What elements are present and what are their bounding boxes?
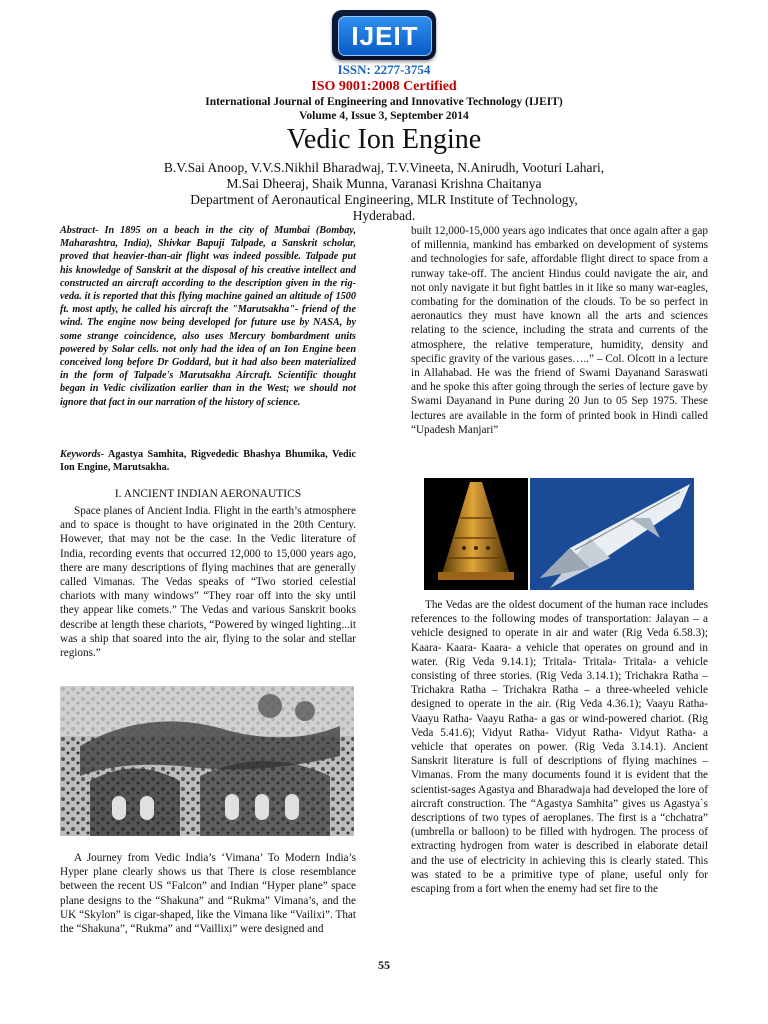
journal-name: International Journal of Engineering and Innovative Technology (IJEIT)	[205, 96, 563, 108]
ijeit-logo	[332, 10, 436, 60]
volume-issue: Volume 4, Issue 3, September 2014	[299, 110, 469, 122]
right-column-paragraph-1: built 12,000-15,000 years ago indicates that once again after a gap of millennia, mankind has embarked on development of systems and technologies for safe, affordable flight direct to space from a runway take-off. The ancient Hindus could navigate the air, and not only navigate it but fight battles in it like so many war-eagles, combating for the domination of the clouds. To be so perfect in aeronautics they must have known all the arts and sciences relating to the science, including the strata and currents of the atmosphere, the relative temperature, humidity, density and specific gravity of the various gases…..” – Col. Olcott in a lecture in Allahabad. He was the friend of Swami Dayanand Saraswati and he spoke this after going through the series of lecture gave by Swami Dayanand in Pune during 20 Jun to 05 Sep 1975. These lectures are available in the form of printed book in Hindi called “Upadesh Manjari”	[411, 225, 708, 436]
iso-certification: ISO 9001:2008 Certified	[311, 79, 457, 94]
space-plane-image	[530, 478, 694, 590]
keywords-text: Agastya Samhita, Rigvededic Bhashya Bhumika, Vedic Ion Engine, Marutsakha.	[60, 449, 356, 474]
authors-line-2: M.Sai Dheeraj, Shaik Munna, Varanasi Krishna Chaitanya	[226, 176, 542, 191]
affiliation-line-2: Hyderabad.	[352, 208, 416, 223]
keywords	[60, 448, 356, 474]
vimana-stone-carving-image	[60, 686, 354, 836]
bell-shaped-vimana-image	[424, 478, 528, 590]
authors-line-1: B.V.Sai Anoop, V.V.S.Nikhil Bharadwaj, T.V.Vineeta, N.Anirudh, Vooturi Lahari,	[163, 160, 605, 175]
abstract	[60, 224, 356, 409]
abstract-text: In 1895 on a beach in the city of Mumbai (Bombay, Maharashtra, India), Shivkar Bapuji Talpade, a Sanskrit scholar, proved that heavier-than-air flight was indeed possible. Talpade put his knowledge of Sanskrit at the disposal of his creative intellect and constructed an aircraft according to the description given in the rig-veda. it is reported that this flying machine gained an altitude of 1500 ft. most aptly, he called his aircraft the "Marutsakha"- friend of the wind. The engine now being developed for future use by NASA, by some strange coincidence, also uses Mercury bombardment units powered by Solar cells. not only had the idea of an Ion Engine been conceived long before Dr Goddard, but it had also been materialized in the form of Talpade's Marutsakha Aircraft. Scientific thought began in Vedic civilization earlier than in the West; we should not ignore that fact in our narration of the history of science.	[60, 225, 356, 408]
issn: ISSN: 2277-3754	[337, 62, 431, 77]
logo-text: IJEIT	[338, 16, 432, 56]
abstract-label: Abstract-	[60, 225, 99, 236]
section1-paragraph-2: A Journey from Vedic India’s ‘Vimana’ To Modern India’s Hyper plane clearly shows us that There is close resemblance between the recent US “Falcon” and Indian “Hyper plane” space plane designs to the “Shakuna” and “Rukma” Vimana’s, and the UK “Skylon” is cigar-shaped, like the Vimana like “Vailixi”. That the “Shakuna”, “Rukma” and “Vaillixi” were designed and	[60, 852, 356, 936]
page-number: 55	[378, 958, 390, 972]
keywords-label: Keywords-	[60, 449, 105, 460]
paper-title: Vedic Ion Engine	[286, 124, 482, 155]
author-block	[130, 160, 638, 224]
section1-paragraph-1: Space planes of Ancient India. Flight in the earth’s atmosphere and to space is thought to have originated in the 20th Century. However, that may not be the case. In the Vedic literature of India, recording events that occurred 12,000 to 15,000 years ago, there are many descriptions of flying machines that are generally called Vimanas. The Vedas speaks of “Two storied celestial chariots with many windows” “They roar off into the sky until they appear like comets.” The Vedas and various Sanskrit books describe at length these chariots, “Powered by winged lighting...it was a ship that soared into the air, flying to the solar and stellar regions.”	[60, 505, 356, 660]
section-heading: I. ANCIENT INDIAN AERONAUTICS	[114, 488, 302, 500]
affiliation-line-1: Department of Aeronautical Engineering, MLR Institute of Technology,	[190, 192, 578, 207]
right-column-paragraph-2: The Vedas are the oldest document of the human race includes references to the following modes of transportation: Jalayan – a vehicle designed to operate in air and water (Rig Veda 6.58.3); Kaara- Kaara- Kaara- a vehicle that operates on ground and in water. (Rig Veda 9.14.1); Tritala- Tritala- Tritala- a vehicle consisting of three stories. (Rig Veda 3.14.1); Trichakra Ratha – Trichakra Ratha – Trichakra Ratha – a three-wheeled vehicle designed to operate in the air. (Rig Veda 4.36.1); Vaayu Ratha- Vaayu Ratha- Vaayu Ratha- a gas or wind-powered chariot. (Rig Veda 5.41.6); Vidyut Ratha- Vidyut Ratha- Vidyut Ratha- a vehicle that operates on power. (Rig Veda 3.14.1). Ancient Sanskrit literature is full of descriptions of flying machines – Vimanas. From the many documents found it is evident that the scientist-sages Agastya and Bharadwaja had developed the lore of aircraft construction. The “Agastya Samhita” gives us Agastya`s descriptions of two types of aeroplanes. The first is a “chchatra” (umbrella or balloon) to be filled with hydrogen. The process of extracting hydrogen from water is described in elaborate detail and the use of electricity in achieving this is clearly stated. This was stated to be a primitive type of plane, useful only for escaping from a fort when the enemy had set fire to the	[411, 599, 708, 896]
